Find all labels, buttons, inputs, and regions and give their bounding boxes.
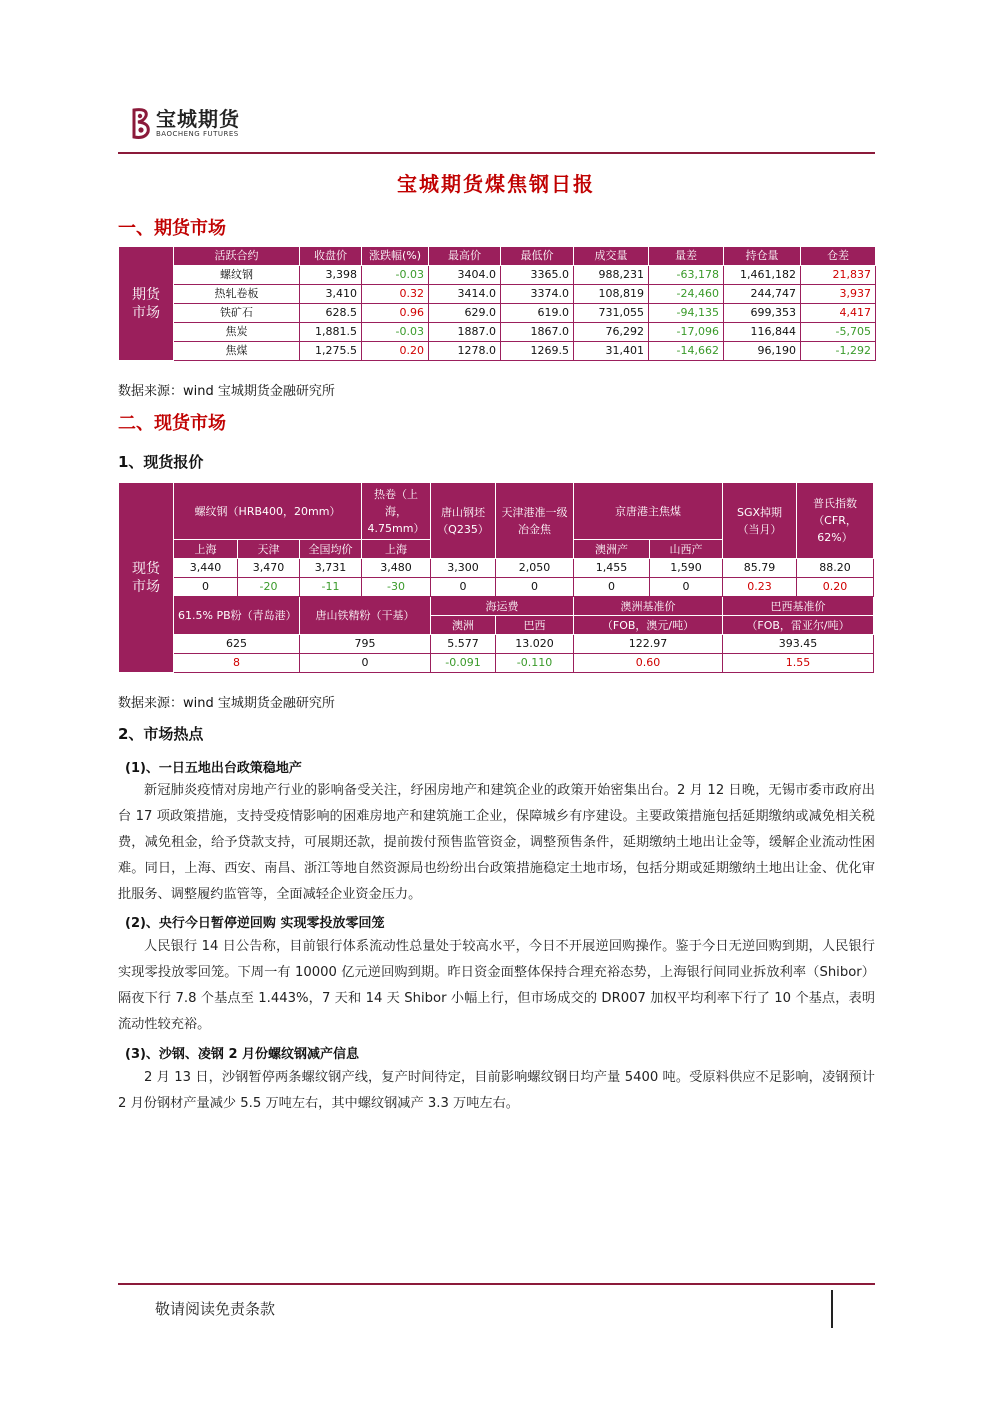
table-cell: -94,135 — [649, 304, 724, 323]
table-cell: 0.20 — [362, 342, 429, 361]
spot-subheader: 全国均价 — [300, 540, 362, 559]
table-cell: -20 — [238, 578, 300, 597]
table-cell: -0.110 — [496, 654, 574, 673]
spot-header-tangshan-fines: 唐山铁精粉（干基） — [300, 597, 431, 635]
hotspot-body-3: 2 月 13 日，沙钢暂停两条螺纹钢产线，复产时间待定，目前影响螺纹钢日均产量 5400 吨。受原料供应不足影响，凌钢预计 2 月份钢材产量减少 5.5 万吨左右，其中螺纹钢减产 3.3 万吨左右。 — [118, 1070, 875, 1111]
table-cell: 108,819 — [574, 285, 649, 304]
table-cell: 3,731 — [300, 559, 362, 578]
contract-name: 焦煤 — [174, 342, 300, 361]
table-cell: 988,231 — [574, 266, 649, 285]
table-row — [119, 635, 874, 654]
table-row — [119, 342, 876, 361]
spot-subheader: 澳洲产 — [574, 540, 650, 559]
table-cell: 21,837 — [801, 266, 876, 285]
table-cell: -24,460 — [649, 285, 724, 304]
table-cell: 0.20 — [797, 578, 874, 597]
table-cell: 1867.0 — [501, 323, 574, 342]
table-cell: -14,662 — [649, 342, 724, 361]
contract-name: 焦炭 — [174, 323, 300, 342]
subsection-heading-spot-quotes: 1、现货报价 — [118, 453, 204, 471]
table-cell: 3374.0 — [501, 285, 574, 304]
table-cell: 629.0 — [429, 304, 501, 323]
disclaimer-link[interactable]: 敬请阅读免责条款 — [155, 1300, 276, 1318]
spot-header-platts: 普氏指数（CFR，62%） — [797, 483, 874, 559]
table-cell: 76,292 — [574, 323, 649, 342]
table-cell: 1278.0 — [429, 342, 501, 361]
hotspot-body-1: 新冠肺炎疫情对房地产行业的影响备受关注，纾困房地产和建筑企业的政策开始密集出台。2 月 12 日晚，无锡市委市政府出台 17 项政策措施，支持受疫情影响的困难房地产和建筑施工企业，保障城乡有序建设。主要政策措施包括延期缴纳或减免相关税费，减免租金，给予贷款支持，可展期还款，提前拨付预售监管资金，调整预售条件，延期缴纳土地出让金等，缓解企业流动性困难。同日，上海、西安、南昌、浙江等地自然资源局也纷纷出台政策措施稳定土地市场，包括分期或延期缴纳土地出让金、优化审批服务、调整履约监管等，全面减轻企业资金压力。 — [118, 783, 875, 902]
table-cell: 0.60 — [574, 654, 723, 673]
futures-header: 涨跌幅(%) — [362, 247, 429, 266]
table-cell: 0.32 — [362, 285, 429, 304]
contract-name: 热轧卷板 — [174, 285, 300, 304]
table-cell: 1269.5 — [501, 342, 574, 361]
table-cell: 0.96 — [362, 304, 429, 323]
section-heading-spot: 二、现货市场 — [118, 413, 226, 434]
subsection-heading-hotspots: 2、市场热点 — [118, 725, 204, 743]
futures-header: 活跃合约 — [174, 247, 300, 266]
spot-header-sgx: SGX掉期（当月） — [723, 483, 797, 559]
spot-subheader: 巴西 — [496, 616, 574, 635]
source-note: 数据来源：wind 宝城期货金融研究所 — [118, 696, 335, 711]
contract-name: 铁矿石 — [174, 304, 300, 323]
hotspot-heading-3: (3)、沙钢、凌钢 2 月份螺纹钢减产信息 — [125, 1047, 360, 1062]
table-cell: 0 — [174, 578, 238, 597]
futures-side-label: 期货 市场 — [119, 247, 174, 361]
table-cell: -0.091 — [431, 654, 496, 673]
table-cell: 3414.0 — [429, 285, 501, 304]
table-cell: -0.03 — [362, 323, 429, 342]
table-cell: 3,410 — [300, 285, 362, 304]
footer-divider — [118, 1283, 875, 1285]
table-cell: 625 — [174, 635, 300, 654]
table-cell: -30 — [362, 578, 431, 597]
document-title: 宝城期货煤焦钢日报 — [397, 172, 595, 196]
table-cell: 795 — [300, 635, 431, 654]
table-row — [119, 285, 876, 304]
futures-header: 持仓量 — [724, 247, 801, 266]
table-cell: 116,844 — [724, 323, 801, 342]
table-cell: 5.577 — [431, 635, 496, 654]
futures-header: 量差 — [649, 247, 724, 266]
spot-header-coking-coal: 京唐港主焦煤 — [574, 483, 723, 540]
table-cell: 1.55 — [723, 654, 874, 673]
spot-header-pb-fines: 61.5% PB粉（青岛港） — [174, 597, 300, 635]
brand-name-en: BAOCHENG FUTURES — [156, 130, 239, 138]
spot-header-coke: 天津港准一级冶金焦 — [496, 483, 574, 559]
table-cell: 0 — [496, 578, 574, 597]
table-cell: 3,470 — [238, 559, 300, 578]
table-cell: 0 — [431, 578, 496, 597]
table-cell: 13.020 — [496, 635, 574, 654]
hotspot-body-2: 人民银行 14 日公告称，目前银行体系流动性总量处于较高水平，今日不开展逆回购操作。鉴于今日无逆回购到期，人民银行实现零投放零回笼。下周一有 10000 亿元逆回购到期。昨日资金面整体保持合理充裕态势，上海银行间同业拆放利率（Shibor）隔夜下行 7.8 个基点至 1.443%，7 天和 14 天 Shibor 小幅上行，但市场成交的 DR007 加权平均利率下行了 10 个基点，表明流动性较充裕。 — [118, 939, 875, 1032]
table-cell: 0 — [574, 578, 650, 597]
table-cell: 0 — [300, 654, 431, 673]
spot-subheader: （FOB，雷亚尔/吨） — [723, 616, 874, 635]
table-cell: 96,190 — [724, 342, 801, 361]
hotspot-heading-2: (2)、央行今日暂停逆回购 实现零投放零回笼 — [125, 916, 385, 931]
table-cell: 88.20 — [797, 559, 874, 578]
source-note: 数据来源：wind 宝城期货金融研究所 — [118, 384, 335, 399]
spot-subheader: 山西产 — [650, 540, 723, 559]
table-cell: -17,096 — [649, 323, 724, 342]
table-cell: 1,590 — [650, 559, 723, 578]
spot-subheader: 澳洲 — [431, 616, 496, 635]
table-cell: -63,178 — [649, 266, 724, 285]
table-cell: 122.97 — [574, 635, 723, 654]
spot-table — [118, 482, 874, 673]
table-cell: 1,455 — [574, 559, 650, 578]
futures-table — [118, 246, 876, 361]
table-cell: 31,401 — [574, 342, 649, 361]
table-cell: 85.79 — [723, 559, 797, 578]
contract-name: 螺纹钢 — [174, 266, 300, 285]
spot-subheader: 上海 — [362, 540, 431, 559]
table-row — [119, 304, 876, 323]
table-cell: 3,300 — [431, 559, 496, 578]
hotspot-heading-1: (1)、一日五地出台政策稳地产 — [125, 761, 302, 776]
table-row — [119, 266, 876, 285]
futures-header: 仓差 — [801, 247, 876, 266]
table-cell: 1,881.5 — [300, 323, 362, 342]
table-cell: 1887.0 — [429, 323, 501, 342]
table-cell: 0.23 — [723, 578, 797, 597]
table-row — [119, 559, 874, 578]
table-cell: 393.45 — [723, 635, 874, 654]
brand-name-cn: 宝城期货 — [156, 107, 240, 131]
table-cell: 1,461,182 — [724, 266, 801, 285]
header-divider — [118, 152, 875, 154]
table-cell: 8 — [174, 654, 300, 673]
section-heading-futures: 一、期货市场 — [118, 218, 226, 239]
spot-subheader: 上海 — [174, 540, 238, 559]
table-cell: 3,937 — [801, 285, 876, 304]
futures-header: 最低价 — [501, 247, 574, 266]
spot-header-brazil-base: 巴西基准价 — [723, 597, 874, 616]
brand-logo — [130, 106, 240, 140]
table-cell: -5,705 — [801, 323, 876, 342]
table-cell: 3,480 — [362, 559, 431, 578]
table-cell: 2,050 — [496, 559, 574, 578]
spot-header-hrc: 热卷（上海，4.75mm） — [362, 483, 431, 540]
futures-header: 成交量 — [574, 247, 649, 266]
table-cell: 3365.0 — [501, 266, 574, 285]
table-cell: 1,275.5 — [300, 342, 362, 361]
table-cell: 3,398 — [300, 266, 362, 285]
spot-header-billet: 唐山钢坯（Q235） — [431, 483, 496, 559]
spot-header-rebar: 螺纹钢（HRB400，20mm） — [174, 483, 362, 540]
table-cell: 731,055 — [574, 304, 649, 323]
table-row — [119, 323, 876, 342]
table-cell: 699,353 — [724, 304, 801, 323]
table-cell: 0 — [650, 578, 723, 597]
table-cell: 619.0 — [501, 304, 574, 323]
table-cell: 3,440 — [174, 559, 238, 578]
table-cell: 244,747 — [724, 285, 801, 304]
table-row — [119, 578, 874, 597]
spot-header-freight: 海运费 — [431, 597, 574, 616]
table-cell: -11 — [300, 578, 362, 597]
futures-header: 最高价 — [429, 247, 501, 266]
table-cell: -1,292 — [801, 342, 876, 361]
spot-side-label: 现货 市场 — [119, 483, 174, 673]
logo-emblem-icon — [130, 106, 152, 140]
table-cell: -0.03 — [362, 266, 429, 285]
spot-subheader: 天津 — [238, 540, 300, 559]
footer-bar — [831, 1290, 833, 1328]
table-cell: 628.5 — [300, 304, 362, 323]
table-row — [119, 654, 874, 673]
table-cell: 3404.0 — [429, 266, 501, 285]
spot-subheader: （FOB，澳元/吨） — [574, 616, 723, 635]
spot-header-aus-base: 澳洲基准价 — [574, 597, 723, 616]
futures-header: 收盘价 — [300, 247, 362, 266]
table-cell: 4,417 — [801, 304, 876, 323]
